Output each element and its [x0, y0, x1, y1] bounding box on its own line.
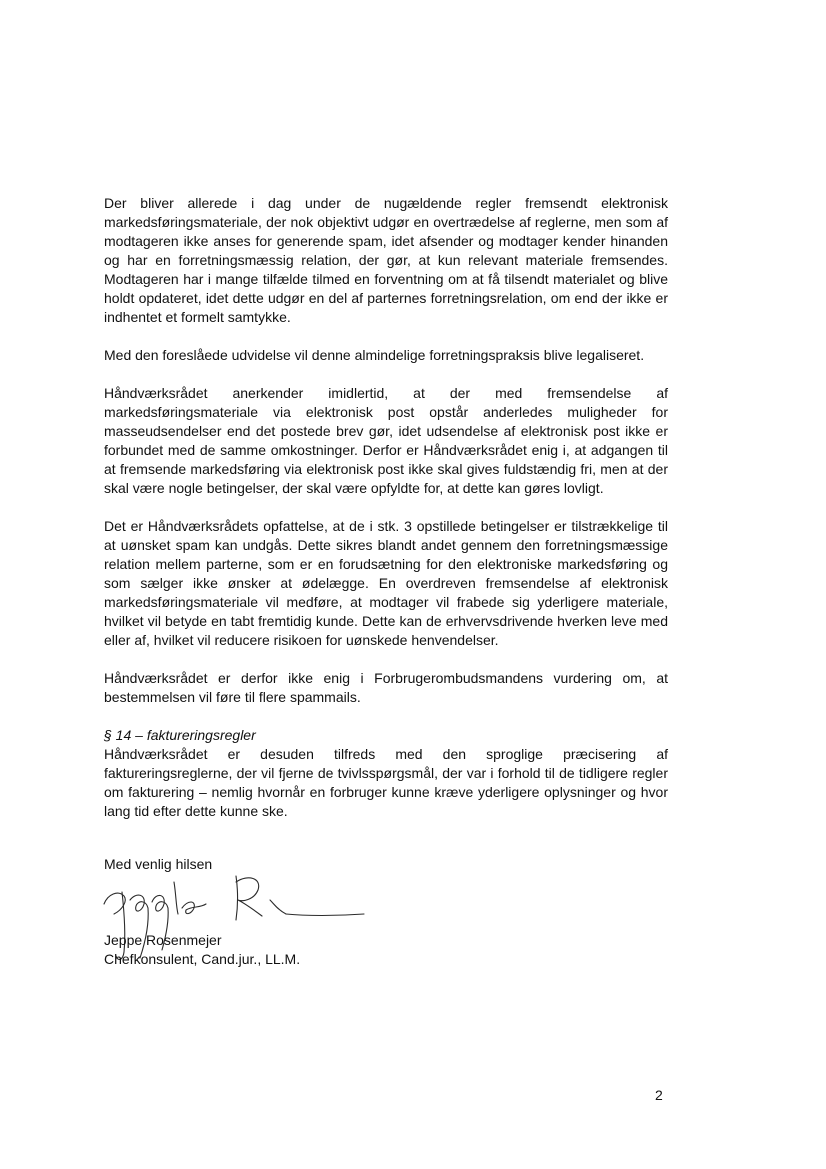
closing-salutation: Med venlig hilsen: [104, 856, 213, 872]
paragraph-disagreement: Håndværksrådet er derfor ikke enig i Forbrugerombudsmandens vurdering om, at bestemmelsen vil føre til flere spammails.: [104, 670, 668, 705]
paragraph-conditions: Håndværksrådet anerkender imidlertid, at der med fremsendelse af markedsføringsmateriale via elektronisk post opstår anderledes muligheder for masseudsendelser end det postede brev gør, idet udsendelse af elektronisk post ikke er forbundet med de samme omkostninger. Derfor er Håndværksrådet enig i, at adgangen til at fremsende markedsføring via elektronisk post ikke skal gives fuldstændig fri, men at der skal være nogle betingelser, der skal være opfyldte for, at dette kan gøres lovligt.: [104, 385, 668, 496]
signer-title: Chefkonsulent, Cand.jur., LL.M.: [104, 951, 301, 967]
paragraph-existing-practice: Der bliver allerede i dag under de nugældende regler fremsendt elektronisk markedsføringsmateriale, der nok objektivt udgør en overtrædelse af reglerne, men som af modtageren ikke anses for generende spam, idet afsender og modtager kender hinanden og har en forretningsmæssig relation, der gør, at kun relevant materiale fremsendes. Modtageren har i mange tilfælde tilmed en forventning om at få tilsendt materialet og blive holdt opdateret, idet dette udgør en del af parternes forretningsrelation, om end der ikke er indhentet et formelt samtykke.: [104, 195, 668, 325]
section-heading-invoicing: § 14 – faktureringsregler: [104, 727, 256, 743]
signer-block: [104, 931, 300, 969]
signer-name: Jeppe Rosenmejer: [104, 932, 222, 948]
paragraph-spam-avoidance: Det er Håndværksrådets opfattelse, at de i stk. 3 opstillede betingelser er tilstrækkelige til at uønsket spam kan undgås. Dette sikres blandt andet gennem den forretningsmæssige relation mellem parterne, som er en forudsætning for den elektroniske markedsføring og som sælger ikke ønsker at ødelægge. En overdreven fremsendelse af elektronisk markedsføringsmateriale vil medføre, at modtager vil frabede sig yderligere materiale, hvilket vil betyde en tabt fremtidig kunde. Dette kan de erhvervsdrivende hverken leve med eller af, hvilket vil reducere risikoen for uønskede henvendelser.: [104, 518, 668, 648]
page-number: 2: [655, 1087, 663, 1103]
letter-body: [104, 194, 668, 821]
paragraph-legalisation: Med den foreslåede udvidelse vil denne almindelige forretningspraksis blive legaliseret.: [104, 347, 645, 363]
paragraph-invoicing: Håndværksrådet er desuden tilfreds med den sproglige præcisering af faktureringsreglerne, der vil fjerne de tvivlsspørgsmål, der var i forhold til de tidligere regler om fakturering – nemlig hvornår en forbruger kunne kræve yderligere oplysninger og hvor lang tid efter dette kunne ske.: [104, 746, 668, 819]
